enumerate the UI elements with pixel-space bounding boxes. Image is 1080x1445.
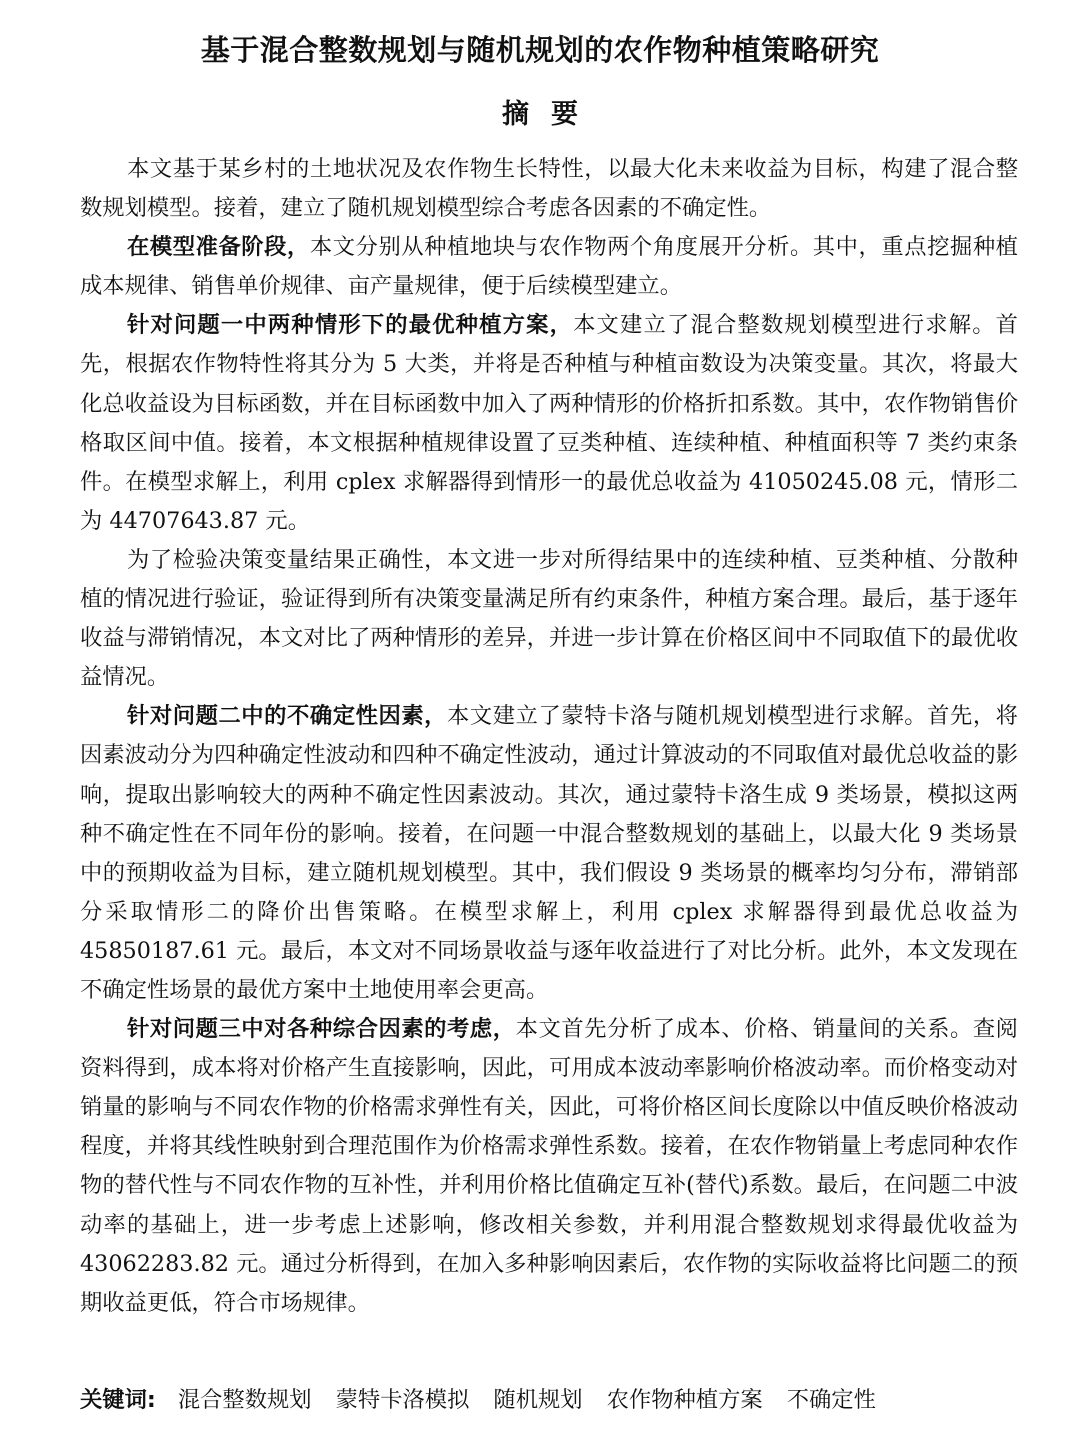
keyword-item: 随机规划 (493, 1387, 583, 1413)
paragraph-text: 本文建立了蒙特卡洛与随机规划模型进行求解。首先，将因素波动分为四种确定性波动和四种不确定性波动，通过计算波动的不同取值对最优总收益的影响，提取出影响较大的两种不确定性因素波动。其次，通过蒙特卡洛生成 9 类场景，模拟这两种不确定性在不同年份的影响。接着，在问题一中混合整数规划的基础上，以最大化 9 类场景中的预期收益为目标，建立随机规划模型。其中，我们假设 9 类场景的概率均匀分布，滞销部分采取情形二的降价出售策略。在模型求解上，利用 cplex 求解器得到最优总收益为 45850187.61 元。最后，本文对不同场景收益与逐年收益进行了对比分析。此外，本文发现在不确定性场景的最优方案中土地使用率会更高。 (80, 703, 1018, 1003)
paragraph-text: 为了检验决策变量结果正确性，本文进一步对所得结果中的连续种植、豆类种植、分散种植的情况进行验证，验证得到所有决策变量满足所有约束条件，种植方案合理。最后，基于逐年收益与滞销情况，本文对比了两种情形的差异，并进一步计算在价格区间中不同取值下的最优收益情况。 (80, 546, 1018, 691)
keywords-line (80, 1380, 1018, 1420)
abstract-paragraph-5 (80, 697, 1018, 1010)
keyword-item: 混合整数规划 (177, 1387, 312, 1413)
paragraph-text: 本文建立了混合整数规划模型进行求解。首先，根据农作物特性将其分为 5 大类，并将是否种植与种植亩数设为决策变量。其次，将最大化总收益设为目标函数，并在目标函数中加入了两种情形的价格折扣系数。其中，农作物销售价格取区间中值。接着，本文根据种植规律设置了豆类种植、连续种植、种植面积等 7 类约束条件。在模型求解上，利用 cplex 求解器得到情形一的最优总收益为 41050245.08 元，情形二为 44707643.87 元。 (80, 312, 1018, 534)
abstract-heading: 摘要 (502, 99, 600, 130)
keyword-item: 不确定性 (786, 1387, 876, 1413)
abstract-paragraph-3 (80, 306, 1018, 541)
paper-title: 基于混合整数规划与随机规划的农作物种植策略研究 (200, 33, 880, 67)
paragraph-lead: 针对问题二中的不确定性因素， (127, 703, 448, 730)
paragraph-text: 本文基于某乡村的土地状况及农作物生长特性，以最大化未来收益为目标，构建了混合整数规划模型。接着，建立了随机规划模型综合考虑各因素的不确定性。 (80, 156, 1018, 222)
abstract-body (80, 150, 1018, 1323)
keyword-item: 蒙特卡洛模拟 (335, 1387, 470, 1413)
paragraph-text: 本文首先分析了成本、价格、销量间的关系。查阅资料得到，成本将对价格产生直接影响，因此，可用成本波动率影响价格波动率。而价格变动对销量的影响与不同农作物的价格需求弹性有关，因此，可将价格区间长度除以中值反映价格波动程度，并将其线性映射到合理范围作为价格需求弹性系数。接着，在农作物销量上考虑同种农作物的替代性与不同农作物的互补性，并利用价格比值确定互补(替代)系数。最后，在问题二中波动率的基础上，进一步考虑上述影响，修改相关参数，并利用混合整数规划求得最优收益为 43062283.82 元。通过分析得到，在加入多种影响因素后，农作物的实际收益将比问题二的预期收益更低，符合市场规律。 (80, 1016, 1018, 1316)
paragraph-text: 本文分别从种植地块与农作物两个角度展开分析。其中，重点挖掘种植成本规律、销售单价规律、亩产量规律，便于后续模型建立。 (80, 234, 1018, 300)
abstract-paragraph-4 (80, 541, 1018, 697)
abstract-paragraph-2 (80, 228, 1018, 306)
keyword-item: 农作物种植方案 (606, 1387, 763, 1413)
abstract-paragraph-6 (80, 1010, 1018, 1323)
paragraph-lead: 针对问题三中对各种综合因素的考虑， (127, 1016, 516, 1043)
keywords-label: 关键词: (80, 1387, 156, 1413)
paragraph-lead: 针对问题一中两种情形下的最优种植方案， (127, 312, 574, 339)
abstract-paragraph-1 (80, 150, 1018, 228)
paragraph-lead: 在模型准备阶段， (127, 234, 310, 261)
